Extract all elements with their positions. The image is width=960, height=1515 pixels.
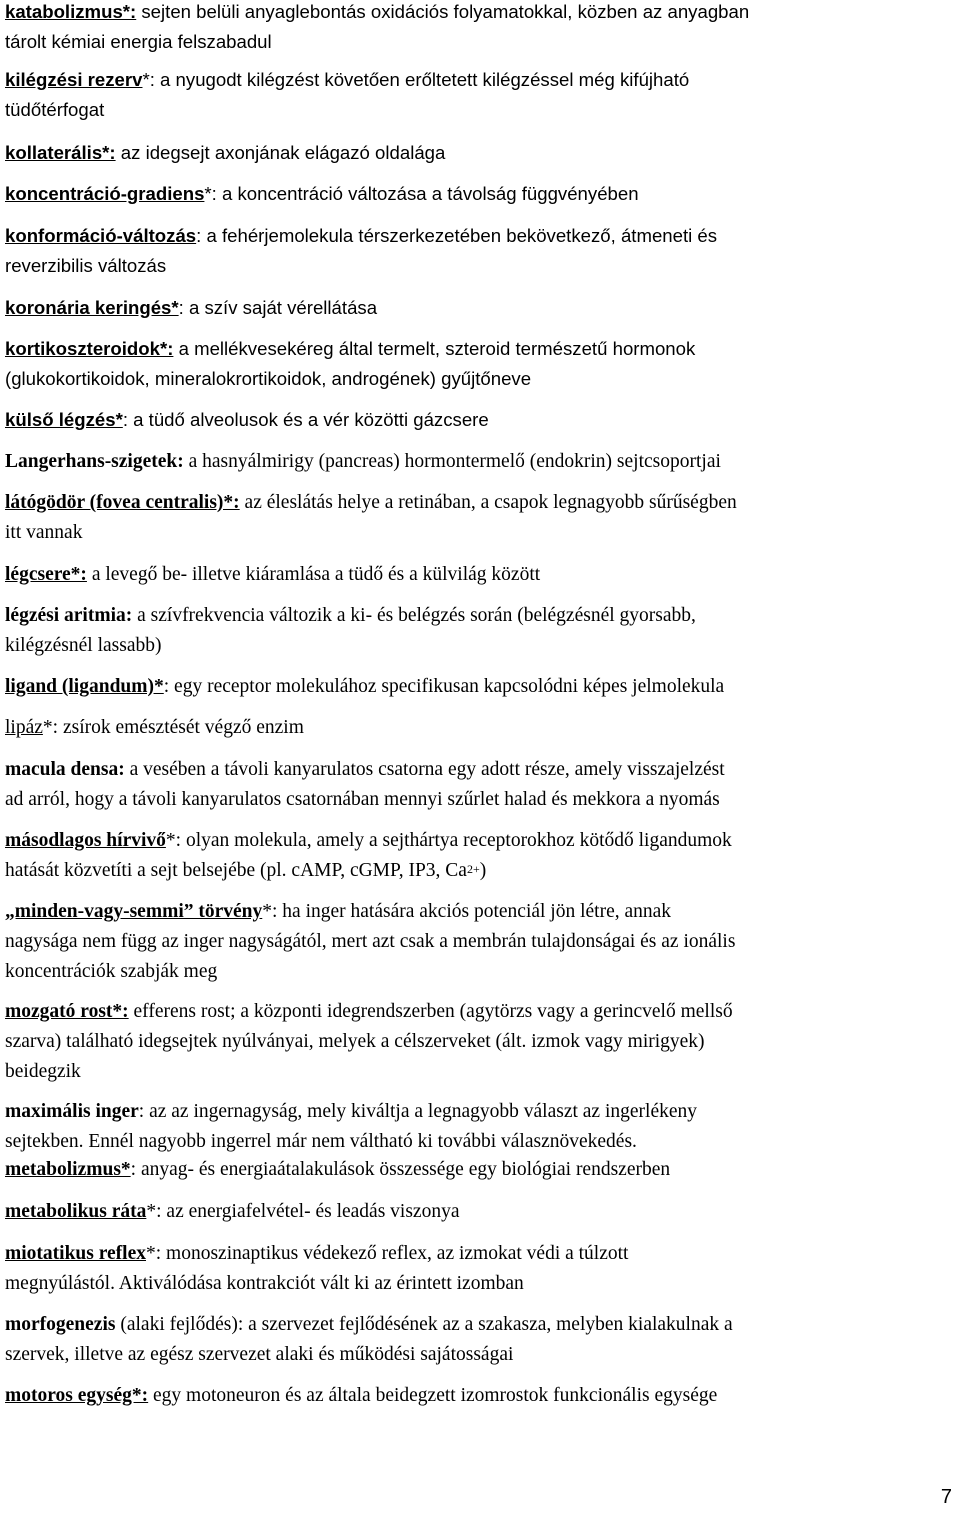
glossary-definition: egy motoneuron és az általa beidegzett izomrostok funkcionális egysége [148,1385,718,1406]
glossary-term: légcsere*: [5,564,87,585]
glossary-term: macula densa: [5,759,125,780]
glossary-definition: az idegsejt axonjának elágazó oldalága [115,142,446,163]
glossary-entry-katabolizmus [5,0,957,57]
glossary-definition: : a tüdő alveolusok és a vér közötti gázcsere [122,409,489,430]
glossary-entry-kollateralis [5,138,957,168]
glossary-definition: efferens rost; a központi idegrendszerben (agytörzs vagy a gerincvelő mellső [128,1001,733,1022]
glossary-term: koronária keringés* [5,297,179,318]
glossary-entry-morfogenezis [5,1310,957,1370]
glossary-entry-kilegzesi-rezerv [5,65,957,125]
glossary-definition-cont: nagysága nem függ az inger nagyságától, mert azt csak a membrán tulajdonságai és az ionális [5,931,736,952]
glossary-definition: : a szív saját vérellátása [178,297,378,318]
glossary-entry-kulso-legzes [5,405,957,435]
glossary-definition-cont: szervek, illetve az egész szervezet alaki és működési sajátosságai [5,1344,514,1365]
glossary-definition: : az az ingernagyság, mely kiváltja a legnagyobb választ az ingerlékeny [138,1101,698,1122]
glossary-term: katabolizmus*: [5,1,137,22]
glossary-term: maximális inger [5,1101,139,1122]
glossary-term: kortikoszteroidok*: [5,338,174,359]
glossary-entry-miotatikus-reflex [5,1239,957,1299]
glossary-definition-cont: sejtekben. Ennél nagyobb ingerrel már nem váltható ki további válasznövekedés. [5,1131,637,1152]
glossary-definition-cont: tüdőtérfogat [5,99,105,120]
glossary-entry-mozgato-rost [5,997,957,1087]
glossary-definition: : a fehérjemolekula térszerkezetében bekövetkező, átmeneti és [196,225,718,246]
glossary-entry-kortikoszteroidok [5,334,957,394]
glossary-term: metabolikus ráta [5,1201,147,1222]
glossary-entry-metabolikus-rata [5,1197,957,1227]
glossary-entry-ligand [5,672,957,702]
glossary-definition: *: az energiafelvétel- és leadás viszonya [146,1201,460,1222]
glossary-definition-cont: megnyúlástól. Aktiválódása kontrakciót vált ki az érintett izomban [5,1273,524,1294]
glossary-definition: *: a koncentráció változása a távolság függvényében [204,183,639,204]
glossary-entry-macula-densa [5,755,957,815]
glossary-definition: a szívfrekvencia változik a ki- és belégzés során (belégzésnél gyorsabb, [132,605,696,626]
glossary-definition-cont: reverzibilis változás [5,255,167,276]
glossary-term: koncentráció-gradiens [5,183,205,204]
glossary-definition-cont: beidegzik [5,1061,81,1082]
glossary-definition: *: olyan molekula, amely a sejthártya receptorokhoz kötődő ligandumok [165,830,732,851]
glossary-term: metabolizmus* [5,1159,131,1180]
glossary-term: kollaterális*: [5,142,116,163]
glossary-term: látógödör (fovea centralis)*: [5,492,240,513]
glossary-entry-motoros-egyseg [5,1381,957,1411]
glossary-definition: a mellékvesekéreg által termelt, szteroid természetű hormonok [173,338,696,359]
glossary-term: motoros egység*: [5,1385,149,1406]
glossary-definition: *: monoszinaptikus védekező reflex, az izmokat védi a túlzott [146,1243,629,1264]
glossary-definition-tail: ) [479,860,487,881]
glossary-definition: *: a nyugodt kilégzést követően erőltetett kilégzéssel még kifújható [142,69,690,90]
glossary-definition-cont: itt vannak [5,522,83,543]
glossary-term: miotatikus reflex [5,1243,146,1264]
glossary-entry-latogodor [5,488,957,548]
glossary-term: morfogenezis [5,1314,116,1335]
glossary-definition: *: zsírok emésztését végző enzim [42,717,304,738]
glossary-definition-cont: hatását közvetíti a sejt belsejébe (pl. cAMP, cGMP, IP3, Ca [5,860,467,881]
glossary-definition: a hasnyálmirigy (pancreas) hormontermelő (endokrin) sejtcsoportjai [183,451,721,472]
glossary-definition: : egy receptor molekulához specifikusan kapcsolódni képes jelmolekula [163,676,725,697]
glossary-definition-cont: kilégzésnél lassabb) [5,635,162,656]
glossary-entry-koncentracio-gradiens [5,179,957,209]
glossary-definition: (alaki fejlődés): a szervezet fejlődésének az a szakasza, melyben kialakulnak a [115,1314,733,1335]
glossary-definition-cont: koncentrációk szabják meg [5,961,218,982]
glossary-term: kilégzési rezerv [5,69,143,90]
glossary-entry-legzesi-aritmia [5,601,957,661]
glossary-term: konformáció-változás [5,225,197,246]
glossary-entry-legcsere [5,560,957,590]
glossary-term: ligand (ligandum)* [5,676,164,697]
glossary-entry-maximalis-inger [5,1097,957,1157]
glossary-term: lipáz [5,717,43,738]
superscript: 2+ [466,862,480,876]
glossary-entry-metabolizmus [5,1155,957,1185]
glossary-definition: a vesében a távoli kanyarulatos csatorna egy adott része, amely visszajelzést [124,759,725,780]
glossary-entry-minden-vagy-semmi [5,897,957,987]
glossary-term: külső légzés* [5,409,123,430]
glossary-definition-cont: ad arról, hogy a távoli kanyarulatos csatornában mennyi szűrlet halad és mekkora a nyomás [5,789,720,810]
glossary-entry-masodlagos-hirvivo [5,826,957,886]
glossary-definition-cont: szarva) található idegsejtek nyúlványai, melyek a célszerveket (ált. izmok vagy mirigyek) [5,1031,705,1052]
glossary-entry-langerhans-szigetek [5,447,957,477]
glossary-definition: *: ha inger hatására akciós potenciál jön létre, annak [262,901,672,922]
glossary-term: légzési aritmia: [5,605,133,626]
glossary-definition: : anyag- és energiaátalakulások összessége egy biológiai rendszerben [130,1159,671,1180]
glossary-entry-lipaz [5,713,957,743]
glossary-term: „minden-vagy-semmi” törvény [5,901,263,922]
glossary-term: Langerhans-szigetek: [5,451,184,472]
glossary-definition-cont: (glukokortikoidok, mineralokrortikoidok, androgének) gyűjtőneve [5,368,532,389]
glossary-entry-konformacio-valtozas [5,221,957,281]
glossary-definition: sejten belüli anyaglebontás oxidációs folyamatokkal, közben az anyagban [136,1,750,22]
glossary-definition: a levegő be- illetve kiáramlása a tüdő és a külvilág között [86,564,541,585]
glossary-term: mozgató rost*: [5,1001,129,1022]
page-number: 7 [940,1486,952,1508]
glossary-entry-koronaria-keringes [5,293,957,323]
glossary-definition: az éleslátás helye a retinában, a csapok legnagyobb sűrűségben [239,492,737,513]
glossary-term: másodlagos hírvivő [5,830,166,851]
glossary-definition-cont: tárolt kémiai energia felszabadul [5,31,272,52]
